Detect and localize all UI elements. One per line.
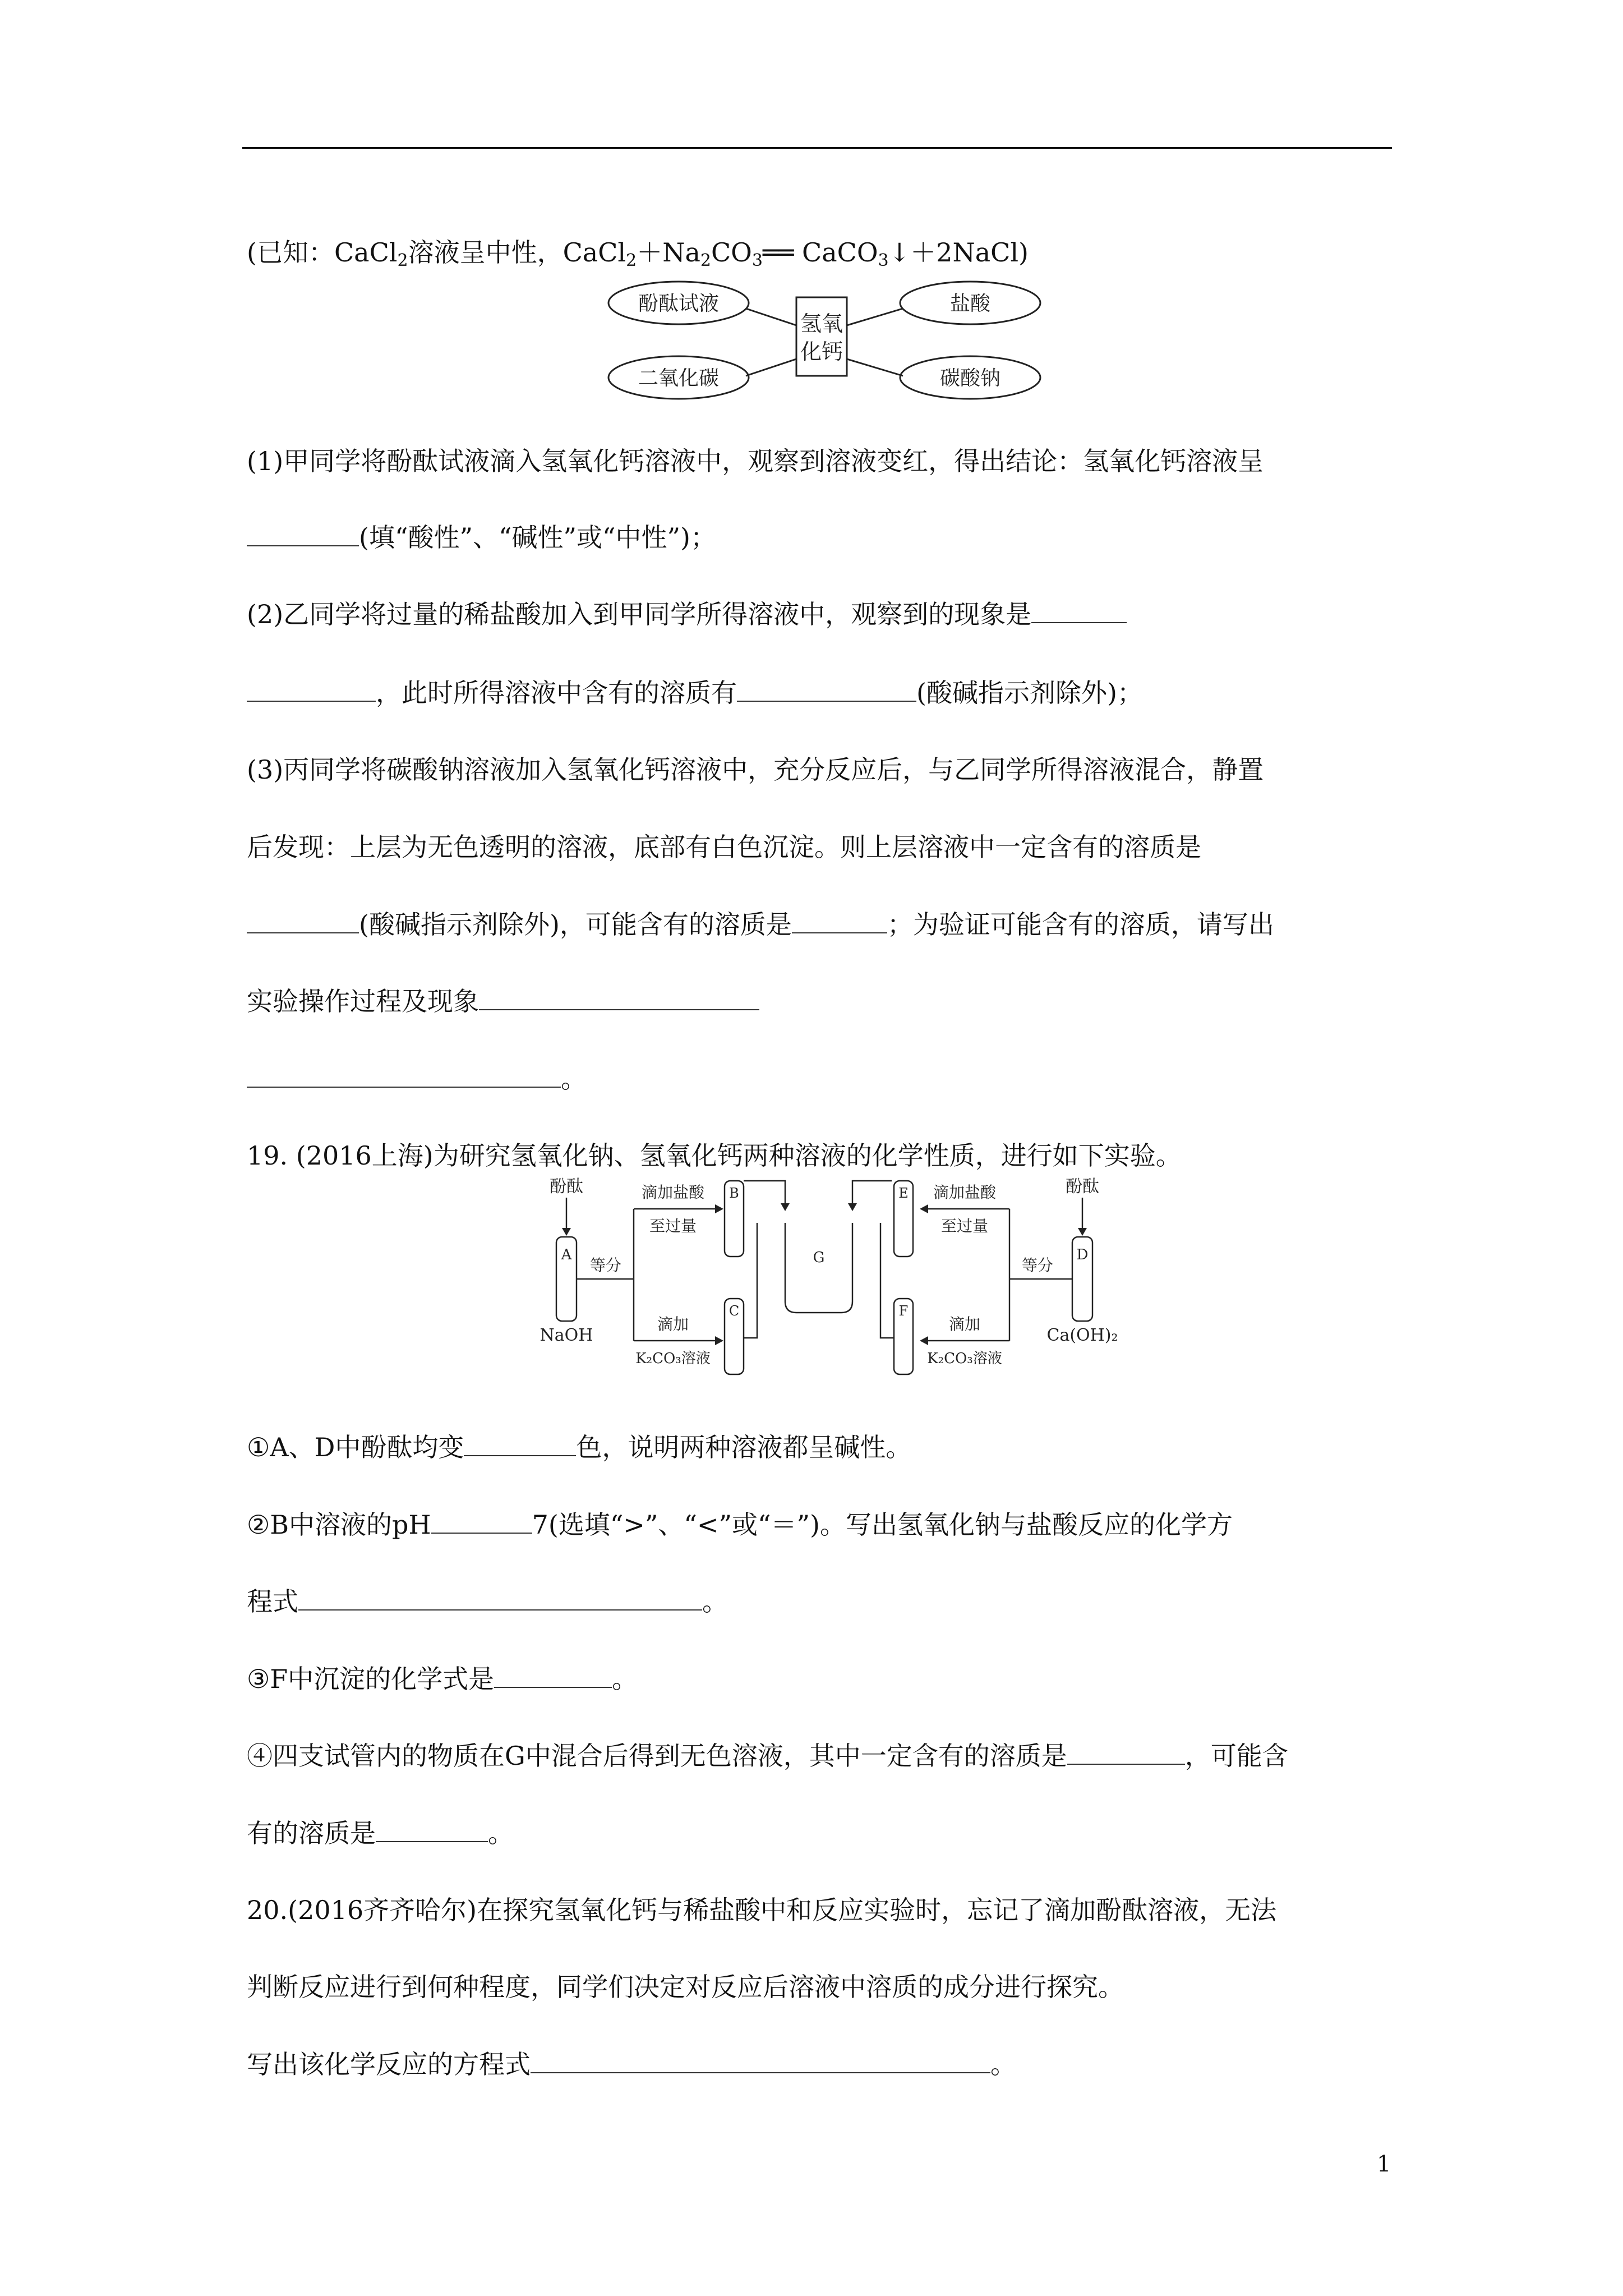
q18-part2 — [247, 597, 1402, 631]
known-text: CO — [711, 237, 752, 268]
q20-line3a-text: 写出该化学反应的方程式 — [247, 2049, 531, 2079]
add-label-left: 滴加 — [657, 1315, 689, 1333]
center-label-2: 化钙 — [800, 339, 843, 364]
add-hcl-label-left: 滴加盐酸 — [641, 1183, 705, 1202]
answer-blank[interactable] — [737, 676, 916, 702]
tube-b-label: B — [729, 1185, 739, 1201]
known-text: ↓＋2NaCl) — [888, 237, 1029, 268]
q18-p2b-text: ，此时所得溶液中含有的溶质有 — [376, 678, 737, 708]
q18-p3d-text: ；为验证可能含有的溶质，请写出 — [887, 909, 1274, 940]
excess-label-left: 至过量 — [649, 1217, 697, 1235]
q18-part1-b — [247, 521, 1402, 554]
q20-line2-text: 判断反应进行到何种程度，同学们决定对反应后溶液中溶质的成分进行探究。 — [247, 1972, 1124, 2002]
k2co3-label-right: K₂CO₃溶液 — [927, 1350, 1002, 1367]
answer-blank[interactable] — [494, 1662, 612, 1688]
subscript: 3 — [878, 251, 889, 270]
q19-i4d-text: 。 — [488, 1818, 514, 1848]
answer-blank[interactable] — [247, 908, 359, 933]
sodium-carbonate-label: 碳酸钠 — [939, 367, 1001, 390]
caoh2-label: Ca(OH)₂ — [1046, 1326, 1118, 1345]
q19-i1b-text: 色，说明两种溶液都呈碱性。 — [576, 1432, 912, 1462]
k2co3-label-left: K₂CO₃溶液 — [635, 1350, 711, 1367]
q18-p2c-text: (酸碱指示剂除外)； — [916, 678, 1143, 708]
center-box — [796, 297, 847, 376]
tube-f-label: F — [898, 1303, 909, 1319]
q18-p1-text: (1)甲同学将酚酞试液滴入氢氧化钙溶液中，观察到溶液变红，得出结论：氢氧化钙溶液呈 — [247, 446, 1264, 476]
naoh-label: NaOH — [540, 1326, 593, 1345]
page-number: 1 — [1377, 2151, 1391, 2177]
center-label-1: 氢氧 — [800, 311, 843, 336]
q18-part2-b — [247, 676, 1402, 710]
q18-p1b-text: (填“酸性”、“碱性”或“中性”)； — [359, 522, 716, 553]
q19-i2d-text: 。 — [702, 1586, 728, 1617]
answer-blank[interactable] — [1067, 1739, 1185, 1765]
q20-line2 — [247, 1970, 1402, 2004]
answer-blank[interactable] — [464, 1430, 576, 1456]
q18-p3c-text: (酸碱指示剂除外)，可能含有的溶质是 — [359, 909, 792, 940]
q19-i1a-text: ①A、D中酚酞均变 — [247, 1432, 464, 1462]
add-label-right: 滴加 — [948, 1315, 981, 1333]
q19-item4 — [247, 1739, 1402, 1773]
subscript: 2 — [397, 251, 408, 270]
subscript: 2 — [700, 251, 711, 270]
subscript: 3 — [751, 251, 763, 270]
q18-p3b-text: 后发现：上层为无色透明的溶液，底部有白色沉淀。则上层溶液中一定含有的溶质是 — [247, 832, 1201, 862]
answer-blank[interactable] — [1031, 597, 1127, 623]
q19-item3 — [247, 1662, 1402, 1696]
q18-p3f-text: 。 — [561, 1064, 587, 1094]
answer-blank[interactable] — [376, 1816, 488, 1842]
known-text: ══ CaCO — [763, 237, 878, 268]
q18-part3-b — [247, 830, 1402, 864]
q19-i2c-text: 程式 — [247, 1586, 298, 1617]
tube-c-label: C — [728, 1303, 740, 1319]
phenol-label-right: 酚酞 — [1066, 1177, 1099, 1197]
answer-blank[interactable] — [531, 2047, 990, 2073]
q19-heading — [247, 1139, 1402, 1172]
q19-item2 — [247, 1508, 1402, 1542]
answer-blank[interactable] — [247, 676, 376, 702]
q19-i3b-text: 。 — [612, 1664, 638, 1694]
q20-line3b-text: 。 — [990, 2049, 1016, 2079]
q18-part1 — [247, 444, 1402, 478]
q19-i2a-text: ②B中溶液的pH — [247, 1510, 431, 1540]
calcium-hydroxide-diagram — [600, 278, 1049, 407]
q19-i2b-text: 7(选填“>”、“<”或“＝”)。写出氢氧化钠与盐酸反应的化学方 — [532, 1510, 1233, 1540]
answer-blank[interactable] — [247, 1062, 561, 1088]
answer-blank[interactable] — [792, 908, 887, 933]
known-text: (已知：CaCl — [247, 237, 398, 268]
q20-head-text: 20.(2016齐齐哈尔)在探究氢氧化钙与稀盐酸中和反应实验时，忘记了滴加酚酞溶液，无法 — [247, 1895, 1277, 1925]
q19-i4c-text: 有的溶质是 — [247, 1818, 376, 1848]
phenol-label-left: 酚酞 — [550, 1177, 583, 1197]
excess-label-right: 至过量 — [940, 1217, 989, 1235]
tube-e-label: E — [898, 1185, 909, 1201]
add-hcl-label-right: 滴加盐酸 — [933, 1183, 997, 1202]
split-label-left: 等分 — [589, 1256, 622, 1274]
q18-p3e-text: 实验操作过程及现象 — [247, 986, 479, 1016]
q19-item1 — [247, 1430, 1402, 1464]
q19-item2-b — [247, 1585, 1402, 1618]
beaker-g — [785, 1223, 852, 1313]
tube-a-label: A — [561, 1246, 572, 1263]
answer-blank[interactable] — [431, 1508, 532, 1534]
answer-blank[interactable] — [247, 521, 359, 546]
q19-head-text: 19. (2016上海)为研究氢氧化钠、氢氧化钙两种溶液的化学性质，进行如下实验。 — [247, 1140, 1182, 1171]
q18-part3-c — [247, 908, 1402, 941]
q19-item4-b — [247, 1816, 1402, 1850]
q19-i3a-text: ③F中沉淀的化学式是 — [247, 1664, 495, 1694]
phenolphthalein-label: 酚酞试液 — [638, 292, 720, 315]
split-label-right: 等分 — [1021, 1256, 1054, 1274]
q20-heading — [247, 1893, 1402, 1927]
known-text: 溶液呈中性，CaCl — [408, 237, 626, 268]
q19-i4b-text: ，可能含 — [1184, 1741, 1288, 1771]
q19-i4a-text: ④四支试管内的物质在G中混合后得到无色溶液，其中一定含有的溶质是 — [247, 1741, 1067, 1771]
subscript: 2 — [626, 251, 637, 270]
q18-p2-text: (2)乙同学将过量的稀盐酸加入到甲同学所得溶液中，观察到的现象是 — [247, 599, 1032, 629]
experiment-diagram — [522, 1170, 1127, 1383]
beaker-label: G — [813, 1249, 825, 1266]
q18-part3-d — [247, 984, 1402, 1018]
carbon-dioxide-label: 二氧化碳 — [638, 367, 720, 390]
hydrochloric-acid-label: 盐酸 — [949, 292, 991, 315]
known-text: ＋Na — [637, 237, 700, 268]
header-rule — [242, 147, 1392, 149]
answer-blank[interactable] — [298, 1585, 702, 1611]
q20-line3 — [247, 2047, 1402, 2081]
q18-part3 — [247, 753, 1402, 786]
q18-p3-text: (3)丙同学将碳酸钠溶液加入氢氧化钙溶液中，充分反应后，与乙同学所得溶液混合，静置 — [247, 754, 1264, 785]
tube-d-label: D — [1076, 1246, 1089, 1263]
known-condition — [247, 236, 1402, 278]
answer-blank[interactable] — [479, 984, 759, 1010]
q18-part3-e — [247, 1062, 1402, 1096]
